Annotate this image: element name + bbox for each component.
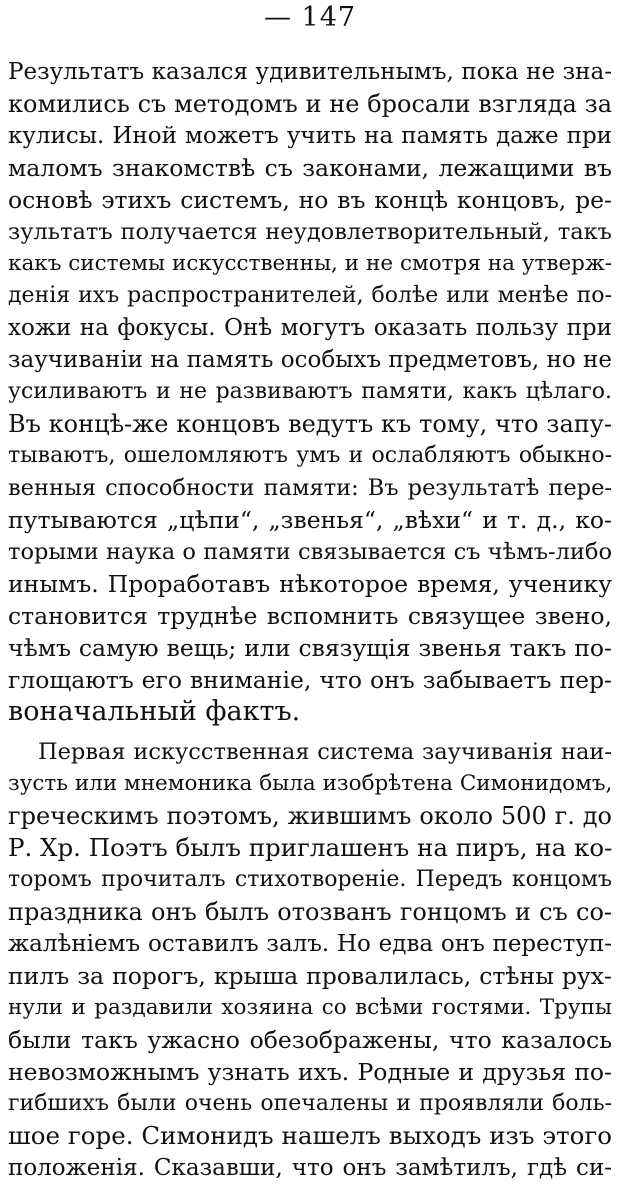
text-line: положенія. Сказавши, что онъ замѣтилъ, гдѣ си- (8, 1155, 612, 1181)
text-line: воначальный фактъ. (8, 696, 301, 727)
text-line: хожи на фокусы. Онѣ могутъ оказать пользу при (8, 315, 612, 341)
text-line: торомъ прочиталъ стихотвореніе. Передъ концомъ (8, 867, 612, 892)
text-line: жалѣніемъ оставилъ залъ. Но едва онъ переступ- (8, 931, 612, 957)
text-line: кулисы. Иной можетъ учить на память даже при (8, 123, 612, 149)
text-line: тываютъ, ошеломляютъ умъ и ослабляютъ обыкно- (8, 443, 612, 468)
text-line: заучиваніи на память особыхъ предметовъ, но не (8, 347, 612, 373)
text-line: праздника онъ былъ отозванъ гонцомъ и съ со- (8, 898, 612, 926)
text-line: были такъ ужасно обезображены, что казалось (8, 1026, 612, 1054)
text-line: чѣмъ самую вещь; или связущія звенья такъ по- (8, 634, 612, 662)
text-line: усиливаютъ и не развиваютъ памяти, какъ цѣлаго. (8, 379, 612, 404)
text-line: Первая искусственная система заучиванія наи- (38, 739, 612, 765)
text-line: комились съ методомъ и не бросали взгляда за (8, 90, 612, 118)
text-line: нули и раздавили хозяина со всѣми гостями. Трупы (8, 995, 612, 1020)
text-line: шое горе. Симонидъ нашелъ выходъ изъ этого (8, 1121, 612, 1150)
text-line: зусть или мнемоника была изобрѣтена Симонидомъ, (8, 771, 612, 796)
text-line: какъ системы искусственны, и не смотря на утверж- (8, 251, 612, 276)
text-line: денія ихъ распространителей, болѣе или менѣе по- (8, 283, 612, 308)
text-line: венныя способности памяти: Въ результатѣ пере- (8, 475, 612, 501)
text-line: основѣ этихъ системъ, но въ концѣ концовъ, ре- (8, 186, 612, 214)
text-line: глощаютъ его вниманіе, что онъ забываетъ пер- (8, 666, 612, 694)
text-line: зультатъ получается неудовлетворительный, такъ (8, 219, 612, 245)
text-line: гибшихъ были очень опечалены и проявляли боль- (8, 1091, 612, 1116)
text-line: Результатъ казался удивительнымъ, пока не зна- (8, 59, 612, 85)
text-line: пилъ за порогъ, крыша провалилась, стѣны рух- (8, 962, 612, 990)
text-line: маломъ знакомствѣ съ законами, лежащими въ (8, 154, 612, 182)
text-line: греческимъ поэтомъ, жившимъ около 500 г. до (8, 802, 612, 830)
text-line: инымъ. Проработавъ нѣкоторое время, ученику (8, 570, 612, 598)
page-number: — 147 (263, 2, 357, 33)
text-line: Р. Хр. Поэтъ былъ приглашенъ на пиръ, на ко- (8, 833, 612, 862)
text-line: Въ концѣ-же концовъ ведутъ къ тому, что запу- (8, 410, 612, 438)
text-line: торыми наука о памяти связывается съ чѣмъ-либо (8, 539, 612, 565)
text-line: становится труднѣе вспомнить связущее звено, (8, 602, 612, 630)
text-line: путываются „цѣпи“, „звенья“, „вѣхи“ и т. д., ко- (8, 506, 612, 534)
text-line: невозможнымъ узнать ихъ. Родные и друзья по- (8, 1058, 612, 1086)
